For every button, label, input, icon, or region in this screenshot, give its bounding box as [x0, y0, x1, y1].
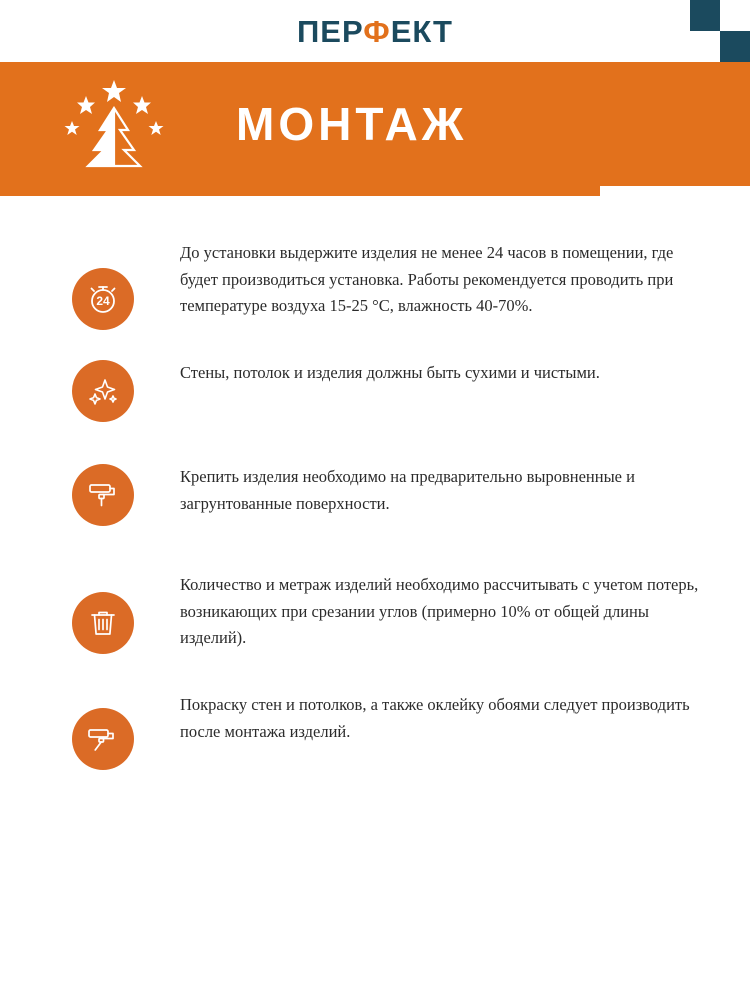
instruction-text: Количество и метраж изделий необходимо рассчитывать с учетом потерь, возникающих при срезании углов (примерно 10% от общей длины изделий).	[180, 575, 699, 648]
list-item	[72, 238, 702, 330]
trash-bin-icon	[72, 592, 134, 654]
brand-name-part1: ПЕР	[296, 14, 364, 49]
instructions-list	[0, 196, 750, 770]
list-item	[72, 570, 702, 654]
page-title: МОНТАЖ	[236, 98, 468, 150]
list-item	[72, 462, 702, 526]
stars-tree-emblem-icon	[56, 74, 176, 174]
instruction-text: Крепить изделия необходимо на предварительно выровненные и загрунтованные поверхности.	[180, 467, 635, 513]
page-header	[0, 62, 750, 186]
timer-24h-icon	[72, 268, 134, 330]
sparkle-clean-icon	[72, 360, 134, 422]
brand-name-part2: ЕКТ	[390, 14, 453, 49]
list-item	[72, 690, 702, 770]
badge-24-label: 24	[96, 294, 110, 308]
instruction-text: Стены, потолок и изделия должны быть сухими и чистыми.	[180, 363, 600, 382]
instruction-text: Покраску стен и потолков, а также оклейку обоями следует производить после монтажа изделий.	[180, 695, 690, 741]
brand-name-accent: Ф	[363, 14, 391, 49]
list-item	[72, 358, 702, 422]
brand-logo	[0, 14, 750, 50]
header-underline	[0, 186, 600, 196]
paint-roller-wall-icon	[72, 708, 134, 770]
paint-roller-icon	[72, 464, 134, 526]
instruction-text: До установки выдержите изделия не менее 24 часов в помещении, где будет производиться установка. Работы рекомендуется проводить при температуре воздуха 15-25 °С, влажность 40-70%.	[180, 243, 674, 316]
logo-bar	[0, 0, 750, 62]
